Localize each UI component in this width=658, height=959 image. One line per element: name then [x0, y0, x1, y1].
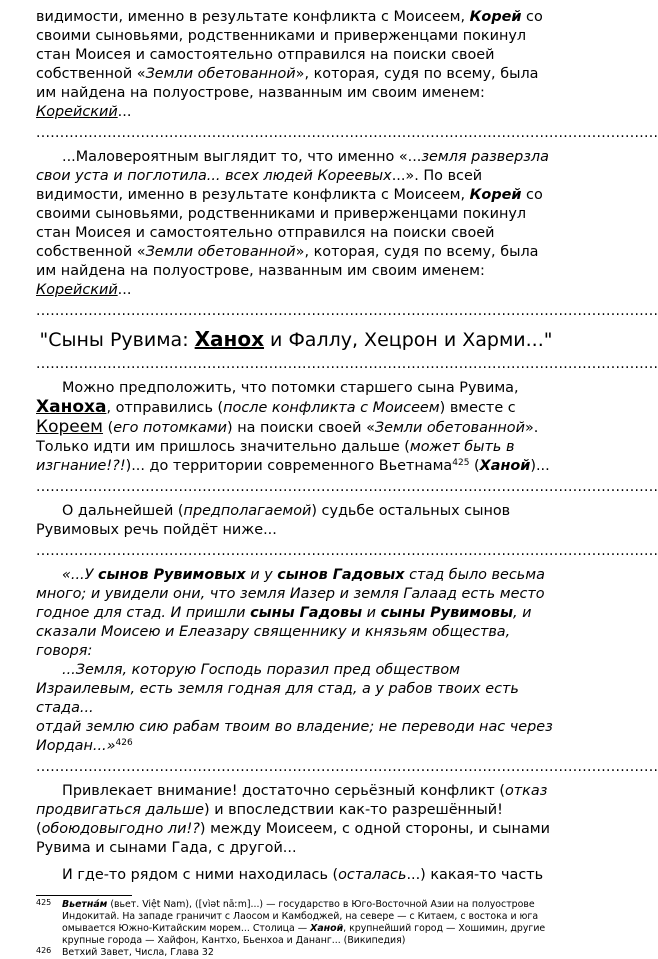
text: ». Только идти им пришлось значительно дальше (: [36, 420, 539, 455]
text: О дальнейшей (: [62, 503, 184, 519]
sons-of-gad: сынов Гадовых: [277, 567, 405, 583]
text: И где-то рядом с ними находилась (: [62, 867, 339, 883]
document-page: [36, 8, 658, 959]
text: ...: [117, 104, 132, 120]
text: )... до территории современного Вьетнама: [125, 458, 453, 474]
text: ...Маловероятным выглядит то, что именно «...: [62, 149, 422, 165]
korean-peninsula-term: Корейский: [36, 282, 118, 298]
hanoi-name: Ханой: [479, 458, 531, 474]
text: (: [469, 458, 480, 474]
dotted-separator: ...................................................................................................................................: [36, 356, 658, 372]
footnote-text: (вьет. Việt Nam), ([vìət nāːm]...) — государство в Юго-Восточной Азии на полуострове Индокитай. На западе граничит с Лаосом и Камбоджей, на севере — с Китаем, с востока и юга омывается Южно-Китайским морем... Столица —: [62, 899, 539, 934]
footnote-ref-426[interactable]: 426: [115, 738, 133, 748]
paragraph-attention: [36, 782, 556, 858]
text: и у: [245, 567, 278, 583]
text: Привлекает внимание! достаточно серьёзный конфликт (: [62, 783, 505, 799]
footnote-ref-425[interactable]: 425: [452, 458, 470, 468]
dotted-separator: ...................................................................................................................................: [36, 125, 658, 141]
footnote-425: [36, 899, 556, 947]
dotted-separator: ...................................................................................................................................: [36, 303, 658, 319]
footnote-426: [36, 947, 556, 959]
scripture-quote: земля разверзла свои уста и поглотила... всех людей Кореевых: [36, 149, 549, 184]
footnote-term: Ханой: [310, 923, 344, 934]
text: Можно предположить, что потомки старшего сына Рувима,: [62, 380, 519, 396]
korey-name: Корей: [469, 9, 522, 25]
footnote-term: Вьетна́м: [62, 899, 108, 910]
text: ...». По всей видимости, именно в результате конфликта с Моисеем,: [36, 168, 483, 203]
footnote-divider: [36, 895, 132, 896]
text: ) между Моисеем, с одной стороны, и сынами Рувима и сынами Гада, с другой...: [36, 821, 550, 856]
aside: осталась: [338, 867, 407, 883]
aside: его потомками: [113, 420, 227, 436]
text: отдай землю сию рабам твоим во владение; не переводи нас через Иордан...»: [36, 719, 553, 754]
section-heading: [36, 326, 556, 353]
dotted-separator: ...................................................................................................................................: [36, 759, 658, 775]
paragraph-fate: [36, 502, 556, 540]
text: , отправились (: [106, 400, 224, 416]
korean-peninsula-term: Корейский: [36, 104, 118, 120]
aside: может быть в изгнание!?!: [36, 439, 515, 474]
quote-line-3: [36, 718, 556, 756]
quote-line-2: [36, 661, 556, 718]
text: ) и впоследствии как-то разрешённый! (: [36, 802, 503, 837]
sons-of-gad: сыны Гадовы: [250, 605, 363, 621]
paragraph-hanoh: [36, 379, 556, 476]
text: со своими сыновьями, родственниками и приверженцами покинул стан Моисея и самостоятельно отправился на поиски своей собственной «: [36, 9, 543, 82]
text: видимости, именно в результате конфликта с Моисеем,: [36, 9, 470, 25]
text: стад было весьма много; и увидели они, что земля Иазер и земля Галаад есть место годное для стад. И пришли: [36, 567, 545, 621]
aside: после конфликта с Моисеем: [223, 400, 440, 416]
text: ...Земля, которую Господь поразил пред обществом Израилевым, есть земля годная для стад, а у рабов твоих есть стада...: [36, 662, 519, 716]
quote-numbers-32: [36, 566, 556, 661]
text: ) судьбе остальных сынов Рувимовых речь пойдёт ниже...: [36, 503, 511, 538]
text: ) на поиски своей «: [227, 420, 375, 436]
heading-text: и Фаллу, Хецрон и Харми...": [264, 329, 553, 351]
hanoh-name: Ханоха: [36, 397, 107, 417]
heading-text: "Сыны Рувима:: [39, 329, 195, 351]
promised-land-term: Земли обетованной: [145, 66, 296, 82]
korey-name: Кореем: [36, 417, 104, 437]
text: «...У: [62, 567, 98, 583]
aside: обоюдовыгодно ли!?: [41, 821, 200, 837]
text: (: [103, 420, 114, 436]
text: ) вместе с: [439, 400, 516, 416]
text: ...) какая-то часть: [406, 867, 544, 883]
paragraph-korey-1: [36, 8, 556, 122]
footnote-number: 426: [36, 946, 52, 955]
aside: отказ продвигаться дальше: [36, 783, 548, 818]
text: )...: [530, 458, 550, 474]
dotted-separator: ...................................................................................................................................: [36, 479, 658, 495]
korey-name: Корей: [469, 187, 522, 203]
footnote-text: Ветхий Завет, Числа, Глава 32: [62, 947, 214, 958]
paragraph-nearby: [36, 866, 556, 885]
sons-of-reuben: сынов Рувимовых: [97, 567, 246, 583]
text: , и сказали Моисею и Елеазару священнику и князьям общества, говоря:: [36, 605, 532, 659]
promised-land-term: Земли обетованной: [145, 244, 296, 260]
footnote-number: 425: [36, 898, 52, 907]
heading-name-hanoh: Ханох: [194, 327, 265, 351]
dotted-separator: ...................................................................................................................................: [36, 543, 658, 559]
text: », которая, судя по всему, была им найдена на полуострове, названным им своим именем:: [36, 244, 539, 279]
aside: предполагаемой: [183, 503, 312, 519]
promised-land-term: Земли обетованной: [374, 420, 525, 436]
sons-of-reuben: сыны Рувимовы: [380, 605, 514, 621]
text: », которая, судя по всему, была им найдена на полуострове, названным им своим именем:: [36, 66, 539, 101]
footnote-text: , крупнейший город — Хошимин, другие крупные города — Хайфон, Кантхо, Бьенхоа и Дананг... (Википедия): [62, 923, 546, 946]
text: ...: [117, 282, 132, 298]
paragraph-korey-2: [36, 148, 556, 300]
text: и: [362, 605, 381, 621]
text: со своими сыновьями, родственниками и приверженцами покинул стан Моисея и самостоятельно отправился на поиски своей собственной «: [36, 187, 543, 260]
